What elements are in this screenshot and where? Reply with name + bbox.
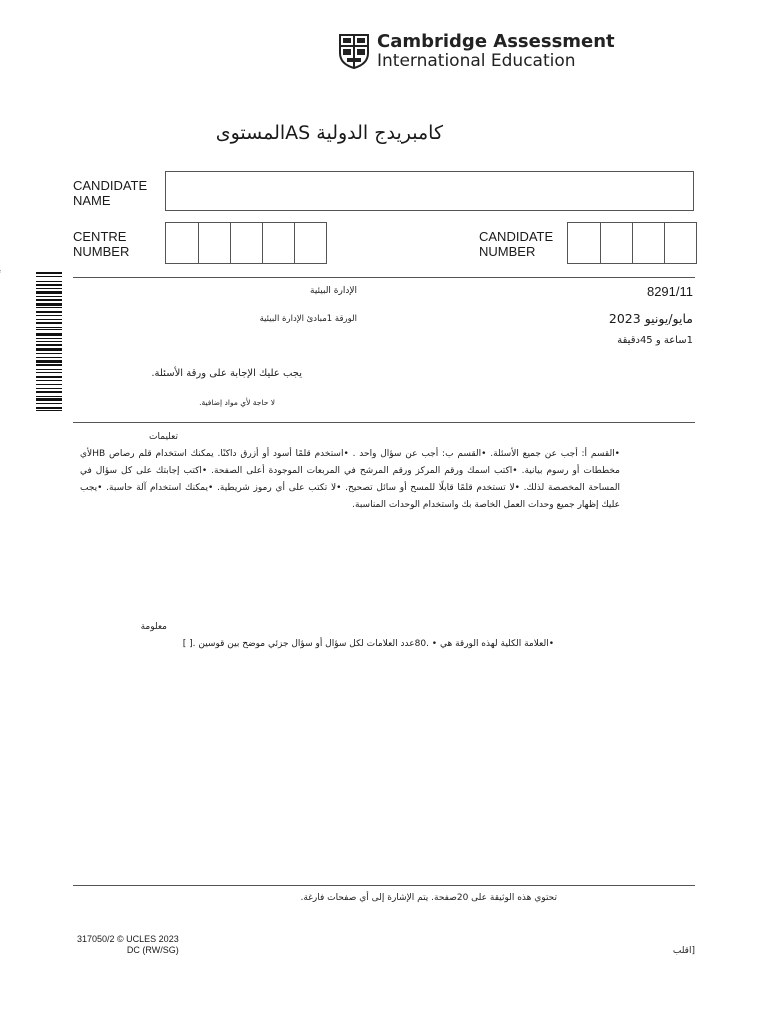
exam-duration: 1ساعة و 45دقيقة (617, 335, 693, 346)
logo-text-line1: Cambridge Assessment (377, 31, 615, 52)
pages-note: تحتوي هذه الوثيقة على 20صفحة. يتم الإشارة إلى أي صفحات فارغة. (300, 893, 557, 903)
instructions-text: •القسم أ: أجب عن جميع الأسئلة. •القسم ب: أجب عن سؤال واحد . •استخدم قلمًا أسود أو أزرق داكنًا. يمكنك استخدام قلم رصاص HBلأي مخططات أو رسوم بيانية. •اكتب اسمك ورقم المركز ورقم المرشح في المربعات الموجودة أعلى الصفحة. •اكتب إجابتك على كل سؤال في المساحة المخصصة لذلك. •لا تستخدم قلمًا قابلًا للمسح أو سائل تصحيح. •لا تكتب على أي رموز شريطية. •يمكنك استخدام آلة حاسبة. •يجب عليك إظهار جميع وحدات العمل الخاصة بك واستخدام الوحدات المناسبة. (80, 449, 620, 510)
materials-note: لا حاجة لأي مواد إضافية. (199, 398, 275, 407)
centre-digit-box[interactable] (230, 223, 262, 263)
candidate-digit-box[interactable] (600, 223, 632, 263)
candidate-digit-box[interactable] (568, 223, 600, 263)
centre-number-label: CENTRE NUMBER (73, 229, 130, 259)
exam-title: كامبريدج الدولية ASالمستوى (215, 122, 443, 144)
details-divider (73, 422, 695, 423)
copyright: 317050/2 © UCLES 2023 DC (RW/SG) (77, 934, 179, 955)
cambridge-crest-logo (338, 33, 370, 69)
header-divider (73, 277, 695, 278)
turn-over: [اقلب (672, 946, 695, 956)
paper-code: 8291/11 (646, 284, 693, 299)
candidate-name-field[interactable] (165, 171, 694, 211)
candidate-name-label: CANDIDATE NAME (73, 178, 148, 208)
centre-number-field[interactable] (165, 222, 327, 264)
exam-session: مايو/يونيو 2023 (608, 311, 693, 326)
centre-digit-box[interactable] (166, 223, 198, 263)
candidate-digit-box[interactable] (664, 223, 696, 263)
candidate-number-field[interactable] (567, 222, 697, 264)
centre-digit-box[interactable] (262, 223, 294, 263)
subject-name: الإدارة البيئية (310, 286, 357, 296)
candidate-number-label: CANDIDATE NUMBER (479, 229, 554, 259)
instructions-heading: تعليمات (149, 432, 178, 442)
paper-title: الورقة 1مبادئ الإدارة البيئية (259, 314, 357, 324)
logo-text-line2: International Education (377, 51, 576, 71)
barcode-id (0, 268, 1, 278)
answer-note: يجب عليك الإجابة على ورقة الأسئلة. (151, 368, 302, 379)
information-text: •العلامة الكلية لهذه الورقة هي • .80عدد العلامات لكل سؤال أو سؤال جزئي موضح بين قوسين .[ ] (182, 639, 554, 649)
candidate-digit-box[interactable] (632, 223, 664, 263)
footer-divider (73, 885, 695, 886)
centre-digit-box[interactable] (198, 223, 230, 263)
information-heading: معلومة (140, 622, 167, 632)
centre-digit-box[interactable] (294, 223, 326, 263)
barcode (36, 272, 62, 412)
